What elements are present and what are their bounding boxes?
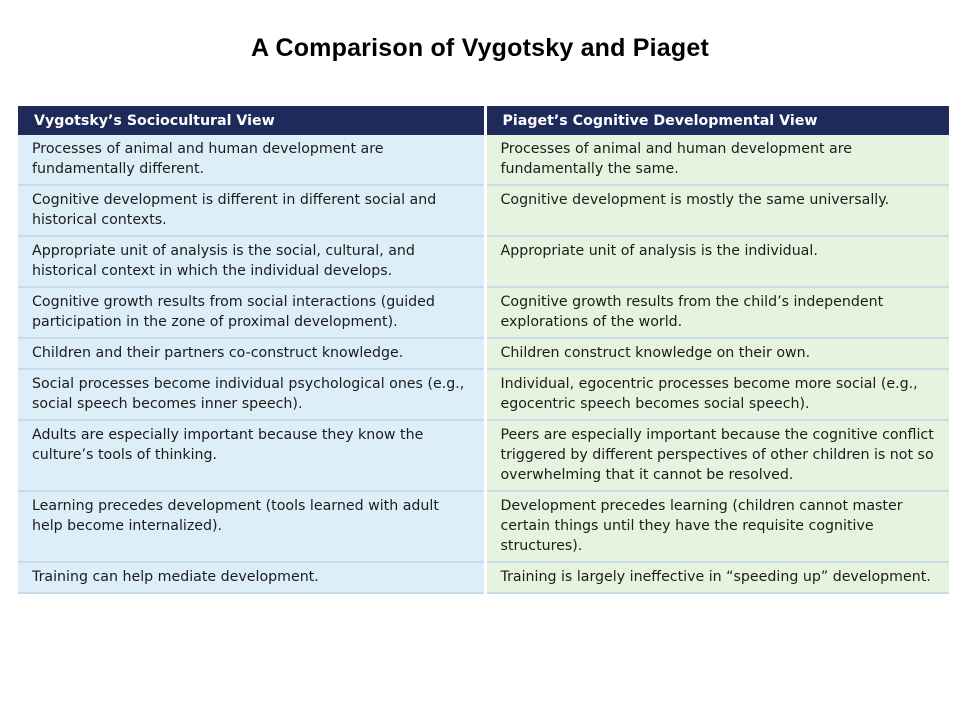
piaget-cell: Training is largely ineffective in “speeding up” development. (485, 562, 949, 593)
piaget-cell: Peers are especially important because the cognitive conflict triggered by different perspectives of other children is not so overwhelming that it cannot be resolved. (485, 420, 949, 491)
vygotsky-cell: Processes of animal and human development are fundamentally different. (18, 135, 485, 185)
vygotsky-cell: Cognitive development is different in different social and historical contexts. (18, 185, 485, 236)
piaget-cell: Children construct knowledge on their own. (485, 338, 949, 369)
table-row (18, 420, 949, 491)
vygotsky-cell: Learning precedes development (tools learned with adult help become internalized). (18, 491, 485, 562)
table-row (18, 135, 949, 185)
table-row (18, 491, 949, 562)
table-row (18, 562, 949, 593)
table-row (18, 236, 949, 287)
table-row (18, 287, 949, 338)
slide-title: A Comparison of Vygotsky and Piaget (250, 34, 709, 62)
vygotsky-cell: Training can help mediate development. (18, 562, 485, 593)
table-row (18, 369, 949, 420)
comparison-table-container (18, 106, 949, 594)
piaget-cell: Individual, egocentric processes become more social (e.g., egocentric speech becomes social speech). (485, 369, 949, 420)
vygotsky-cell: Adults are especially important because they know the culture’s tools of thinking. (18, 420, 485, 491)
piaget-cell: Cognitive development is mostly the same universally. (485, 185, 949, 236)
vygotsky-cell: Social processes become individual psychological ones (e.g., social speech becomes inner speech). (18, 369, 485, 420)
piaget-cell: Appropriate unit of analysis is the individual. (485, 236, 949, 287)
piaget-cell: Development precedes learning (children cannot master certain things until they have the requisite cognitive structures). (485, 491, 949, 562)
table-row (18, 185, 949, 236)
table-row (18, 338, 949, 369)
header-piaget: Piaget’s Cognitive Developmental View (485, 106, 949, 135)
vygotsky-cell: Appropriate unit of analysis is the social, cultural, and historical context in which the individual develops. (18, 236, 485, 287)
header-row (18, 106, 949, 135)
header-vygotsky: Vygotsky’s Sociocultural View (18, 106, 485, 135)
piaget-cell: Cognitive growth results from the child’s independent explorations of the world. (485, 287, 949, 338)
vygotsky-cell: Children and their partners co-construct knowledge. (18, 338, 485, 369)
table-body (18, 135, 949, 593)
comparison-table (18, 106, 949, 594)
piaget-cell: Processes of animal and human development are fundamentally the same. (485, 135, 949, 185)
table-header (18, 106, 949, 135)
vygotsky-cell: Cognitive growth results from social interactions (guided participation in the zone of proximal development). (18, 287, 485, 338)
